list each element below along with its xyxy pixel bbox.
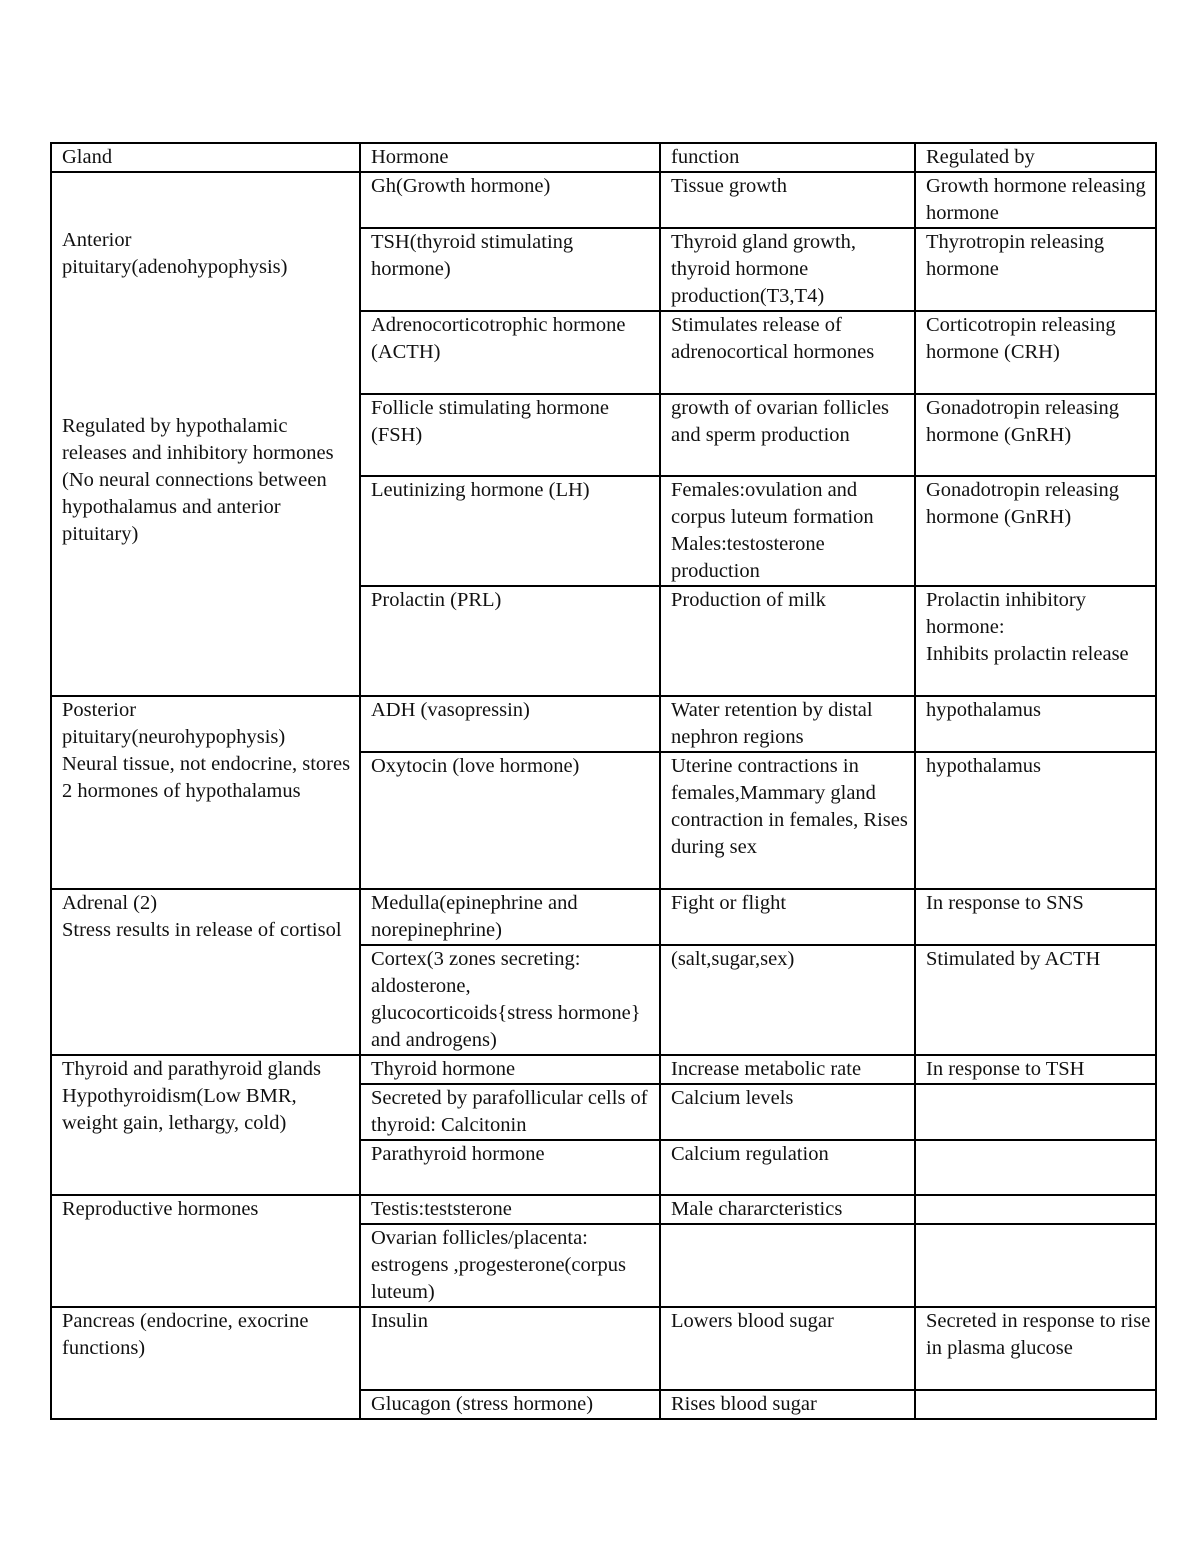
hormone-cell: Thyroid hormone <box>360 1055 660 1084</box>
regulated-cell: Prolactin inhibitory hormone: Inhibits prolactin release <box>915 586 1156 696</box>
function-cell: Fight or flight <box>660 889 915 945</box>
hormone-cell: Testis:teststerone <box>360 1195 660 1224</box>
regulated-cell: Gonadotropin releasing hormone (GnRH) <box>915 476 1156 586</box>
gland-cell-posterior-pituitary: Posterior pituitary(neurohypophysis) Neural tissue, not endocrine, stores 2 hormones of hypothalamus <box>51 696 360 889</box>
gland-cell-anterior-pituitary <box>51 172 360 696</box>
regulated-cell: hypothalamus <box>915 696 1156 752</box>
regulated-cell <box>915 1140 1156 1195</box>
hormone-cell: Glucagon (stress hormone) <box>360 1390 660 1419</box>
gland-cell-pancreas: Pancreas (endocrine, exocrine functions) <box>51 1307 360 1419</box>
hormone-cell: Gh(Growth hormone) <box>360 172 660 228</box>
function-cell: Uterine contractions in females,Mammary gland contraction in females, Rises during sex <box>660 752 915 889</box>
header-row <box>51 143 1156 172</box>
gland-cell-reproductive: Reproductive hormones <box>51 1195 360 1307</box>
hormone-cell: Medulla(epinephrine and norepinephrine) <box>360 889 660 945</box>
hormone-cell: Follicle stimulating hormone (FSH) <box>360 394 660 476</box>
regulated-cell: Thyrotropin releasing hormone <box>915 228 1156 311</box>
function-cell: growth of ovarian follicles and sperm production <box>660 394 915 476</box>
table-row <box>51 172 1156 228</box>
hormone-cell: Ovarian follicles/placenta: estrogens ,progesterone(corpus luteum) <box>360 1224 660 1307</box>
hormone-cell: TSH(thyroid stimulating hormone) <box>360 228 660 311</box>
hormone-cell: Cortex(3 zones secreting: aldosterone, glucocorticoids{stress hormone} and androgens) <box>360 945 660 1055</box>
gland-cell-thyroid: Thyroid and parathyroid glands Hypothyroidism(Low BMR, weight gain, lethargy, cold) <box>51 1055 360 1195</box>
table-row <box>51 1055 1156 1084</box>
hormone-cell: Parathyroid hormone <box>360 1140 660 1195</box>
hormone-cell: ADH (vasopressin) <box>360 696 660 752</box>
hormone-cell: Secreted by parafollicular cells of thyroid: Calcitonin <box>360 1084 660 1140</box>
gland-name: Anterior pituitary(adenohypophysis) <box>62 229 288 278</box>
function-cell: Lowers blood sugar <box>660 1307 915 1390</box>
function-cell: Thyroid gland growth, thyroid hormone production(T3,T4) <box>660 228 915 311</box>
function-cell: Females:ovulation and corpus luteum formation Males:testosterone production <box>660 476 915 586</box>
function-cell: Production of milk <box>660 586 915 696</box>
gland-cell-adrenal: Adrenal (2) Stress results in release of cortisol <box>51 889 360 1055</box>
function-cell: Calcium levels <box>660 1084 915 1140</box>
hormone-cell: Adrenocorticotrophic hormone (ACTH) <box>360 311 660 394</box>
regulated-cell: Corticotropin releasing hormone (CRH) <box>915 311 1156 394</box>
hormone-cell: Prolactin (PRL) <box>360 586 660 696</box>
table-row <box>51 696 1156 752</box>
function-cell: (salt,sugar,sex) <box>660 945 915 1055</box>
function-cell: Male chararcteristics <box>660 1195 915 1224</box>
function-cell: Water retention by distal nephron regions <box>660 696 915 752</box>
regulated-cell: Gonadotropin releasing hormone (GnRH) <box>915 394 1156 476</box>
function-cell <box>660 1224 915 1307</box>
regulated-cell: Growth hormone releasing hormone <box>915 172 1156 228</box>
regulated-cell <box>915 1084 1156 1140</box>
regulated-cell: In response to SNS <box>915 889 1156 945</box>
function-cell: Stimulates release of adrenocortical hormones <box>660 311 915 394</box>
function-cell: Calcium regulation <box>660 1140 915 1195</box>
endocrine-hormone-table <box>50 142 1157 1420</box>
regulated-cell: In response to TSH <box>915 1055 1156 1084</box>
function-cell: Increase metabolic rate <box>660 1055 915 1084</box>
header-function: function <box>660 143 915 172</box>
hormone-cell: Oxytocin (love hormone) <box>360 752 660 889</box>
function-cell: Tissue growth <box>660 172 915 228</box>
header-gland: Gland <box>51 143 360 172</box>
regulated-cell: Secreted in response to rise in plasma glucose <box>915 1307 1156 1390</box>
regulated-cell <box>915 1390 1156 1419</box>
table-row <box>51 1307 1156 1390</box>
hormone-cell: Leutinizing hormone (LH) <box>360 476 660 586</box>
function-cell: Rises blood sugar <box>660 1390 915 1419</box>
header-hormone: Hormone <box>360 143 660 172</box>
header-regulated-by: Regulated by <box>915 143 1156 172</box>
regulated-cell: Stimulated by ACTH <box>915 945 1156 1055</box>
gland-note: Regulated by hypothalamic releases and inhibitory hormones (No neural connections between hypothalamus and anterior pituitary) <box>62 415 339 545</box>
table-row <box>51 1195 1156 1224</box>
regulated-cell <box>915 1224 1156 1307</box>
table-row <box>51 889 1156 945</box>
regulated-cell <box>915 1195 1156 1224</box>
regulated-cell: hypothalamus <box>915 752 1156 889</box>
hormone-cell: Insulin <box>360 1307 660 1390</box>
